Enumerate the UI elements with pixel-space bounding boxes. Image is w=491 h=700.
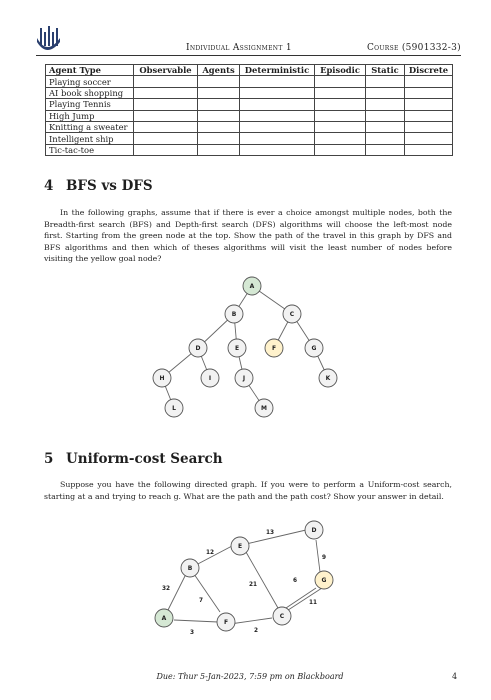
agent-type-cell: High Jump bbox=[46, 110, 134, 121]
edge-weight-e-d: 13 bbox=[265, 530, 275, 536]
tree-node-b bbox=[225, 305, 243, 323]
ucs-node-g-goal bbox=[315, 571, 333, 589]
edge-weight-a-b: 32 bbox=[161, 586, 171, 592]
edge-weight-f-c: 2 bbox=[253, 628, 259, 634]
tree-node-i bbox=[201, 369, 219, 387]
ucs-node-c bbox=[273, 607, 291, 625]
table-row bbox=[46, 99, 453, 110]
svg-text:M: M bbox=[261, 405, 267, 412]
tree-node-f-goal bbox=[265, 339, 283, 357]
svg-text:F: F bbox=[271, 345, 277, 352]
bfs-dfs-tree bbox=[140, 272, 350, 424]
section-title: Uniform-cost Search bbox=[66, 451, 223, 467]
ucs-graph bbox=[148, 520, 338, 648]
svg-text:E: E bbox=[237, 543, 243, 550]
page-header bbox=[36, 43, 461, 55]
column-header: Deterministic bbox=[240, 65, 315, 76]
svg-text:B: B bbox=[231, 311, 237, 318]
tree-node-k bbox=[319, 369, 337, 387]
tree-node-l bbox=[165, 399, 183, 417]
column-header: Agent Type bbox=[46, 65, 134, 76]
edge-weight-b-e: 12 bbox=[205, 550, 215, 556]
svg-text:D: D bbox=[311, 527, 317, 534]
svg-text:G: G bbox=[311, 345, 317, 352]
column-header: Discrete bbox=[405, 65, 453, 76]
section-5-heading bbox=[44, 451, 223, 467]
section-5-paragraph: Suppose you have the following directed graph. If you were to perform a Uniform-cost search, starting at a and trying to reach g. What are the path and the path cost? Show your answer in detail. bbox=[44, 480, 452, 501]
svg-text:D: D bbox=[195, 345, 201, 352]
ucs-node-e bbox=[231, 537, 249, 555]
svg-text:A: A bbox=[249, 283, 255, 290]
table-row bbox=[46, 121, 453, 132]
ucs-node-a bbox=[155, 609, 173, 627]
column-header: Static bbox=[366, 65, 405, 76]
due-date: Due: Thur 5-Jan-2023, 7:59 pm on Blackboard bbox=[156, 672, 344, 681]
svg-text:C: C bbox=[279, 613, 285, 620]
svg-text:E: E bbox=[234, 345, 240, 352]
table-row bbox=[46, 110, 453, 121]
section-4-paragraph: In the following graphs, assume that if there is ever a choice amongst multiple nodes, both the Breadth-first search (BFS) and Depth-first search (DFS) algorithms will choose the left-most node first. Starting from the green node at the top. Show the path of the travel in this graph by DFS and BFS algorithms and then which of theses algorithms will visit the least number of nodes before visiting the yellow goal node? bbox=[44, 208, 452, 263]
table-row bbox=[46, 144, 453, 155]
svg-text:G: G bbox=[321, 577, 327, 584]
edge-weight-d-g: 9 bbox=[321, 555, 327, 561]
tree-node-a bbox=[243, 277, 261, 295]
ucs-node-b bbox=[181, 559, 199, 577]
table-row bbox=[46, 87, 453, 98]
header-left: Individual Assignment 1 bbox=[186, 43, 292, 53]
agent-type-cell: Playing Tennis bbox=[46, 99, 134, 110]
svg-text:I: I bbox=[208, 375, 212, 382]
svg-text:A: A bbox=[161, 615, 167, 622]
tree-node-e bbox=[228, 339, 246, 357]
svg-text:H: H bbox=[159, 375, 165, 382]
svg-text:F: F bbox=[223, 619, 229, 626]
ucs-node-d bbox=[305, 521, 323, 539]
edge-weight-a-f: 3 bbox=[189, 630, 195, 636]
table-row bbox=[46, 76, 453, 87]
svg-text:B: B bbox=[187, 565, 193, 572]
agent-type-cell: Playing soccer bbox=[46, 76, 134, 87]
edge-weight-b-f: 7 bbox=[198, 598, 204, 604]
column-header: Episodic bbox=[315, 65, 366, 76]
table-row bbox=[46, 133, 453, 144]
header-rule bbox=[36, 55, 461, 56]
svg-text:J: J bbox=[242, 375, 246, 382]
section-number: 5 bbox=[44, 451, 54, 467]
column-header: Observable bbox=[134, 65, 198, 76]
section-number: 4 bbox=[44, 178, 54, 194]
agent-type-cell: Knitting a sweater bbox=[46, 121, 134, 132]
environment-table bbox=[45, 64, 453, 156]
edge-weight-c-g: 11 bbox=[308, 600, 318, 606]
svg-text:C: C bbox=[289, 311, 295, 318]
tree-node-g bbox=[305, 339, 323, 357]
tree-node-m bbox=[255, 399, 273, 417]
edge-weight-c-d: 6 bbox=[292, 578, 298, 584]
header-right: Course (5901332-3) bbox=[366, 43, 461, 53]
tree-node-j bbox=[235, 369, 253, 387]
agent-type-cell: Tic-tac-toe bbox=[46, 144, 134, 155]
agent-type-cell: Intelligent ship bbox=[46, 133, 134, 144]
section-title: BFS vs DFS bbox=[66, 178, 153, 194]
section-4-heading bbox=[44, 178, 153, 194]
tree-node-c bbox=[283, 305, 301, 323]
ucs-node-f bbox=[217, 613, 235, 631]
table-header-row bbox=[46, 65, 453, 76]
page-number: 4 bbox=[452, 672, 458, 681]
column-header: Agents bbox=[198, 65, 240, 76]
svg-text:K: K bbox=[325, 375, 331, 382]
edge-weight-e-c: 21 bbox=[248, 582, 258, 588]
svg-text:L: L bbox=[172, 405, 176, 412]
agent-type-cell: AI book shopping bbox=[46, 87, 134, 98]
tree-node-d bbox=[189, 339, 207, 357]
tree-node-h bbox=[153, 369, 171, 387]
